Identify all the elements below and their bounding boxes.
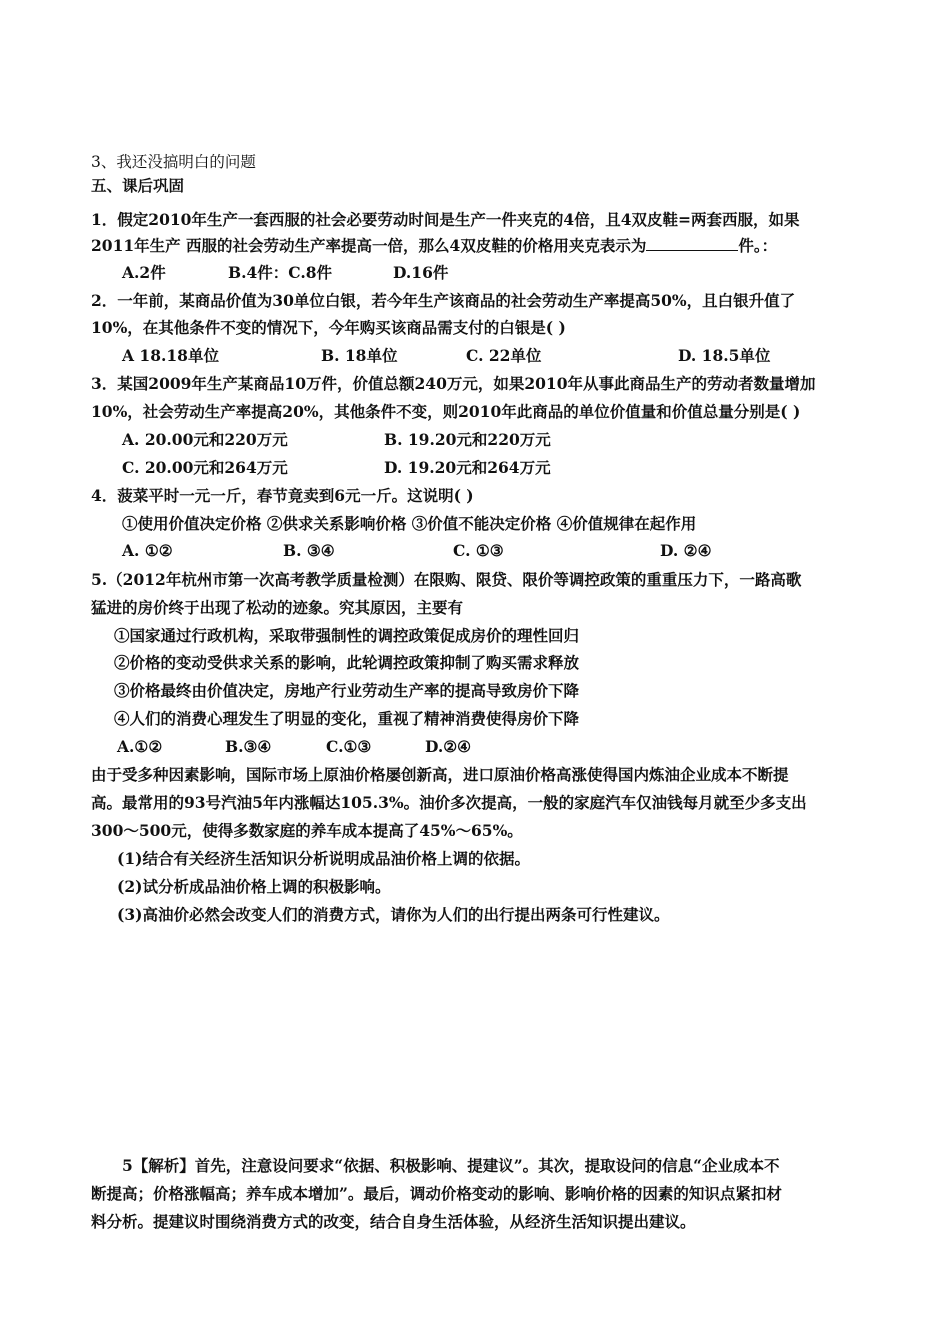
subquestion-2: (2)试分析成品油价格上调的积极影响。: [117, 877, 391, 896]
q1-line2-tail: 件。：: [738, 236, 778, 255]
q2-option-d: D. 18.5单位: [678, 346, 771, 365]
q1-option-d: D.16件: [393, 263, 449, 282]
analysis-line-2: 断提高；价格涨幅高；养车成本增加”。最后，调动价格变动的影响、影响价格的因素的知识点紧扣材: [91, 1184, 782, 1203]
material-line-2: 高。最常用的93号汽油5年内涨幅达105.3%。油价多次提高，一般的家庭汽车仅油钱每月就至少多支出: [91, 793, 807, 812]
q5-option-a: A.①②: [117, 737, 163, 756]
q2-option-a: A 18.18单位: [122, 346, 219, 365]
q3-option-a: A. 20.00元和220万元: [122, 430, 288, 449]
q4-line1: 4．菠菜平时一元一斤，春节竟卖到6元一斤。这说明( ): [91, 486, 474, 505]
material-line-1: 由于受多种因素影响，国际市场上原油价格屡创新高，进口原油价格高涨使得国内炼油企业成本不断提: [91, 765, 789, 784]
q2-line2: 10%，在其他条件不变的情况下，今年购买该商品需支付的白银是( ): [91, 318, 566, 337]
q4-statements: ①使用价值决定价格 ②供求关系影响价格 ③价值不能决定价格 ④价值规律在起作用: [122, 514, 697, 533]
q5-statement-4: ④人们的消费心理发生了明显的变化，重视了精神消费使得房价下降: [114, 709, 580, 728]
q5-line1: 5.（2012年杭州市第一次高考教学质量检测）在限购、限贷、限价等调控政策的重重压力下，一路高歌: [91, 570, 802, 589]
q4-option-b: B. ③④: [283, 541, 335, 560]
q5-statement-1: ①国家通过行政机构，采取带强制性的调控政策促成房价的理性回归: [114, 626, 580, 645]
analysis-line-1: 5【解析】首先，注意设问要求“依据、积极影响、提建议”。其次，提取设问的信息“企业成本不: [122, 1156, 780, 1175]
q2-option-c: C. 22单位: [466, 346, 542, 365]
q4-option-c: C. ①③: [453, 541, 504, 560]
q4-option-a: A. ①②: [122, 541, 173, 560]
part-heading: 五、课后巩固: [91, 176, 185, 195]
q1-line2-text: 2011年生产 西服的社会劳动生产率提高一倍，那么4双皮鞋的价格用夹克表示为: [91, 236, 647, 255]
q3-line1: 3．某国2009年生产某商品10万件，价值总额240万元，如果2010年从事此商品生产的劳动者数量增加: [91, 374, 816, 393]
q5-option-d: D.②④: [425, 737, 472, 756]
q2-line1: 2．一年前，某商品价值为30单位白银，若今年生产该商品的社会劳动生产率提高50%，且白银升值了: [91, 291, 796, 310]
material-line-3: 300～500元，使得多数家庭的养车成本提高了45%～65%。: [91, 821, 523, 840]
section-heading: 3、我还没搞明白的问题: [91, 153, 256, 171]
q3-line2: 10%，社会劳动生产率提高20%，其他条件不变，则2010年此商品的单位价值量和价值总量分别是( ): [91, 402, 801, 421]
q4-option-d: D. ②④: [660, 541, 712, 560]
q3-option-c: C. 20.00元和264万元: [122, 458, 288, 477]
q1-option-bc: B.4件：C.8件: [228, 263, 333, 282]
q5-option-b: B.③④: [225, 737, 272, 756]
q5-statement-3: ③价格最终由价值决定，房地产行业劳动生产率的提高导致房价下降: [114, 681, 580, 700]
q1-option-a: A.2件: [122, 263, 166, 282]
q5-statement-2: ②价格的变动受供求关系的影响，此轮调控政策抑制了购买需求释放: [114, 653, 580, 672]
analysis-line-3: 料分析。提建议时围绕消费方式的改变，结合自身生活体验，从经济生活知识提出建议。: [91, 1212, 696, 1231]
q1-line1: 1．假定2010年生产一套西服的社会必要劳动时间是生产一件夹克的4倍，且4双皮鞋=两套西服，如果: [91, 210, 800, 229]
q3-option-b: B. 19.20元和220万元: [384, 430, 551, 449]
subquestion-1: (1)结合有关经济生活知识分析说明成品油价格上调的依据。: [117, 849, 530, 868]
q2-option-b: B. 18单位: [321, 346, 398, 365]
q5-line2: 猛进的房价终于出现了松动的迹象。究其原因，主要有: [91, 598, 464, 617]
answer-blank: [646, 236, 738, 251]
q5-option-c: C.①③: [326, 737, 372, 756]
q3-option-d: D. 19.20元和264万元: [384, 458, 551, 477]
q1-line2: [91, 236, 777, 256]
subquestion-3: (3)高油价必然会改变人们的消费方式，请你为人们的出行提出两条可行性建议。: [117, 905, 670, 924]
